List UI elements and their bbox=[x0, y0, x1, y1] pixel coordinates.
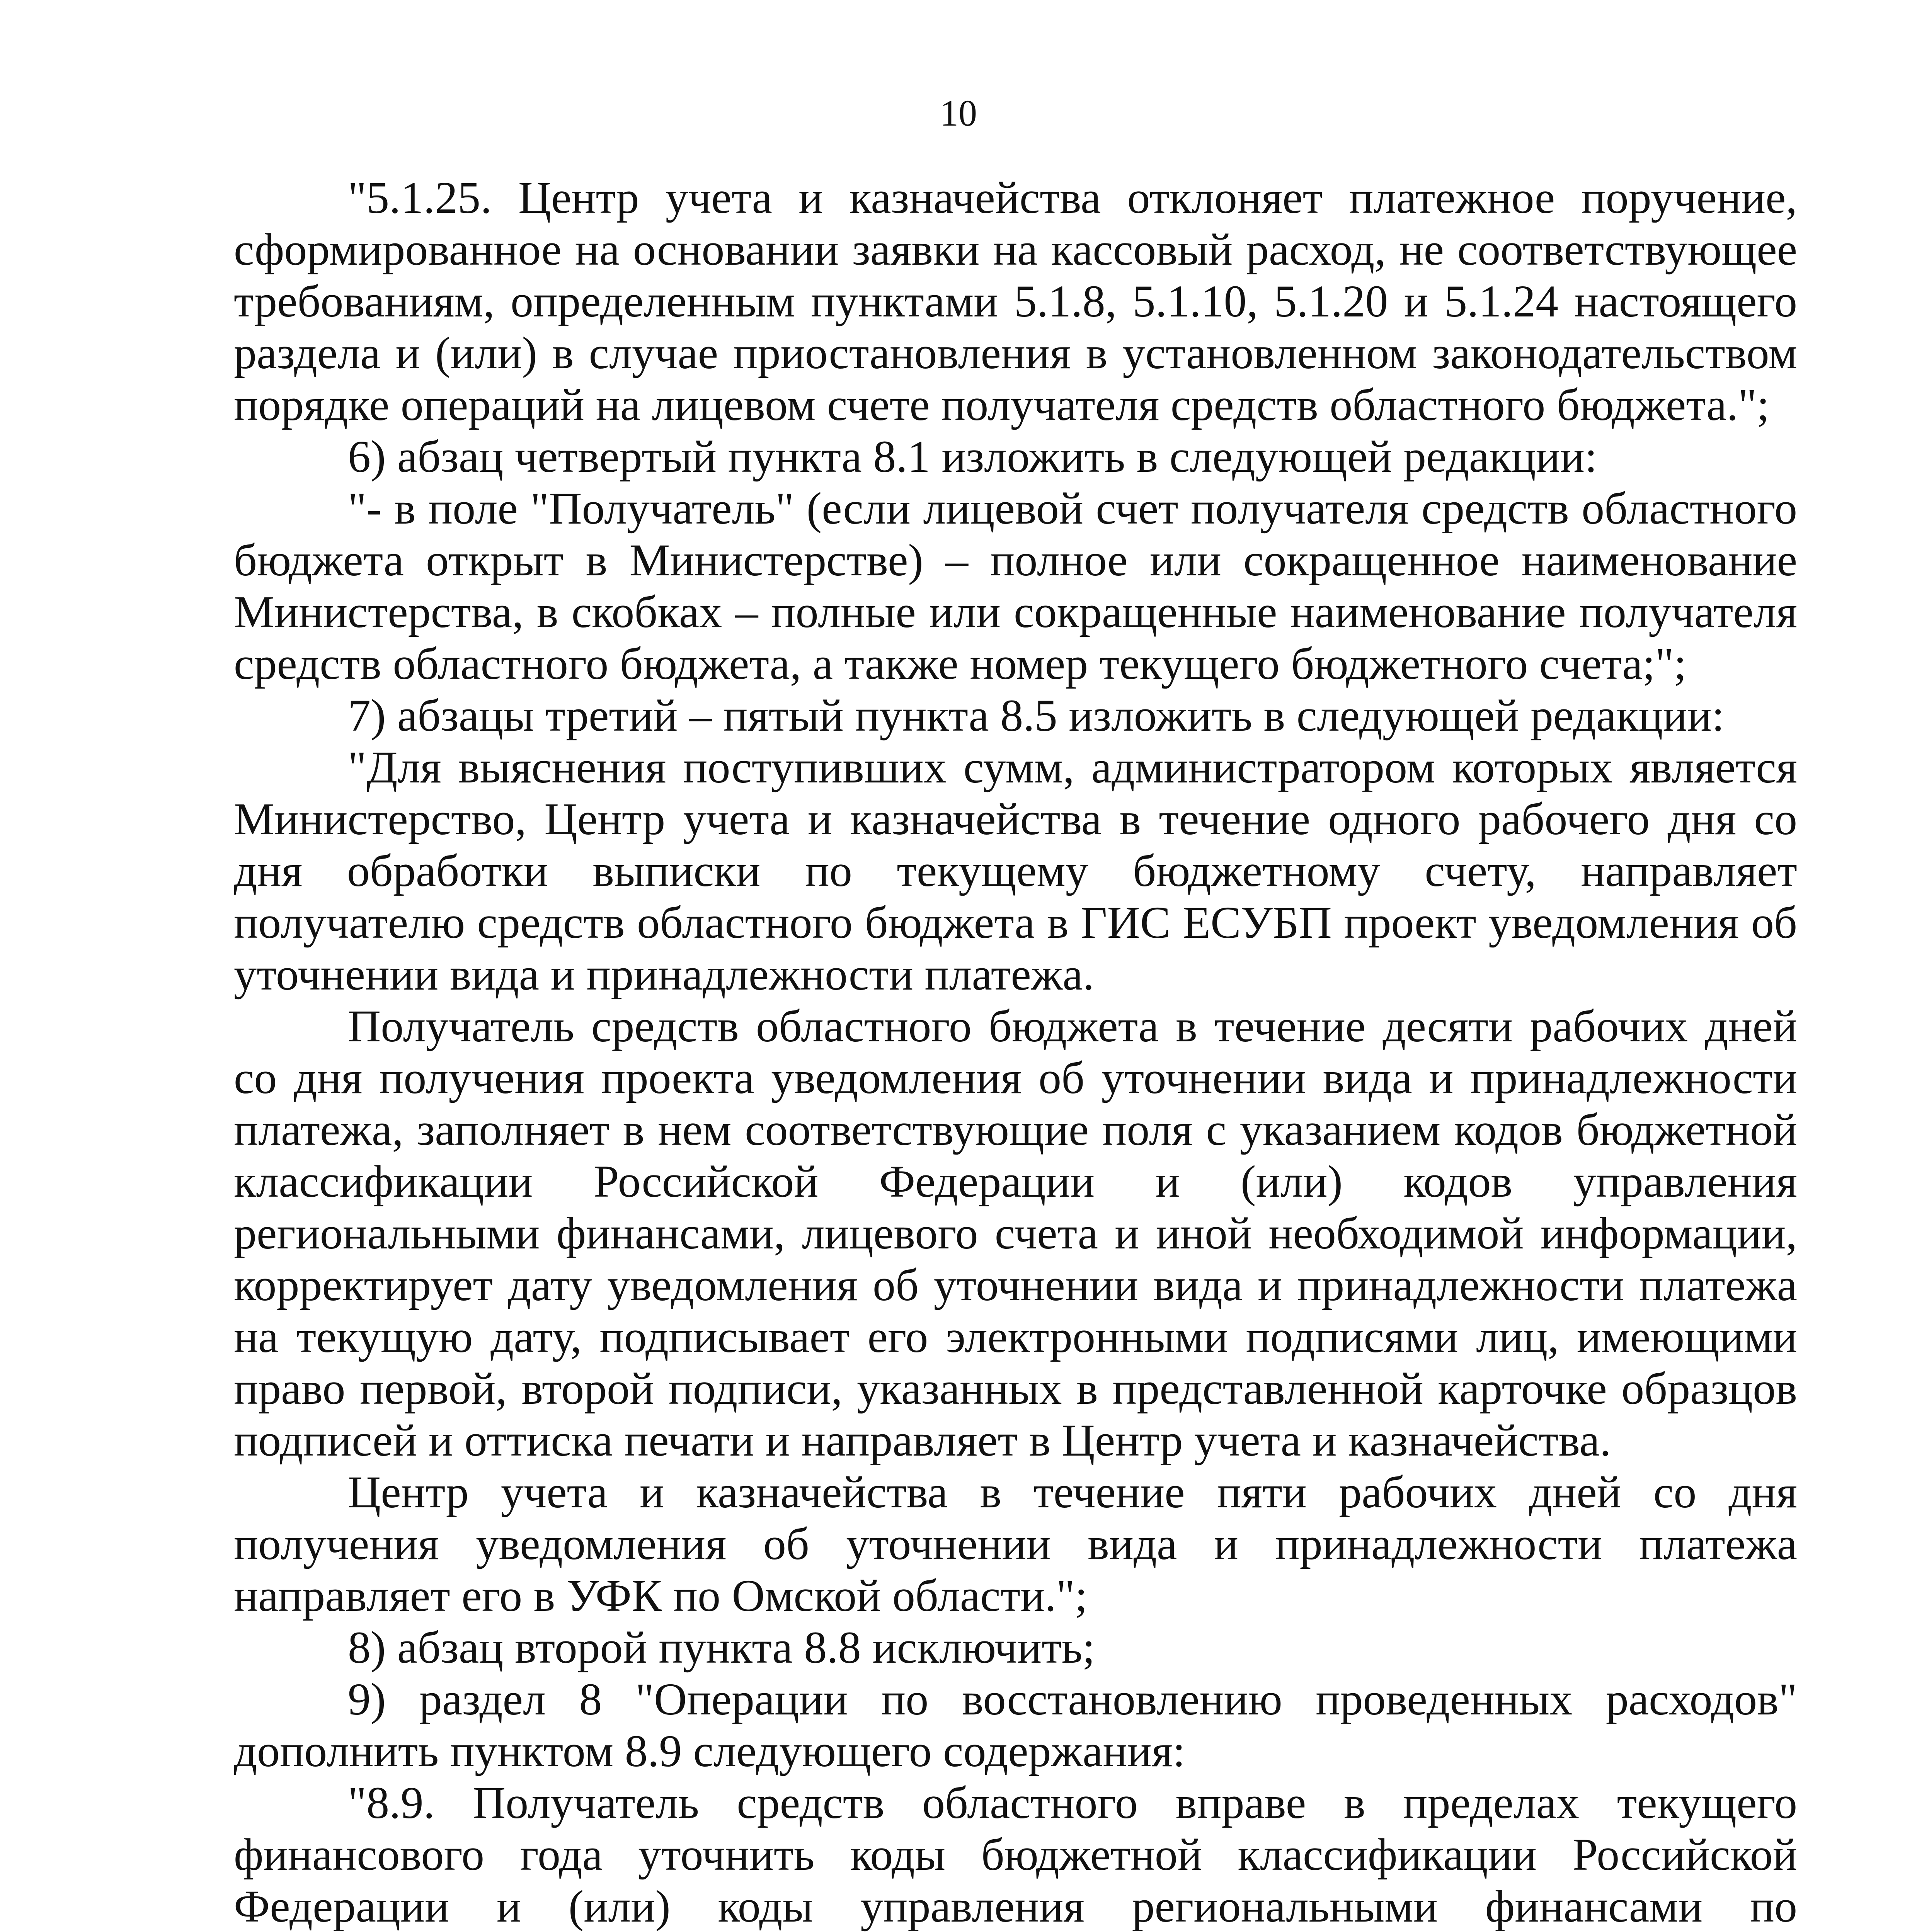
paragraph-recipient-obligations: Получатель средств областного бюджета в течение десяти рабочих дней со дня получения проекта уведомления об уточнении вида и принадлежности платежа, заполняет в нем соответствующие поля с указанием кодов бюджетной классификации Российской Федерации и (или) кодов управления региональными финансами, лицевого счета и иной необходимой информации, корректирует дату уведомления об уточнении вида и принадлежности платежа на текущую дату, подписывает его электронными подписями лиц, имеющими право первой, второй подписи, указанных в представленной карточке образцов подписей и оттиска печати и направляет в Центр учета и казначейства. bbox=[234, 1001, 1797, 1466]
paragraph-5-1-25: "5.1.25. Центр учета и казначейства отклоняет платежное поручение, сформированное на основании заявки на кассовый расход, не соответствующее требованиям, определенным пунктами 5.1.8, 5.1.10, 5.1.20 и 5.1.24 настоящего раздела и (или) в случае приостановления в установленном законодательством порядке операций на лицевом счете получателя средств областного бюджета."; bbox=[234, 172, 1797, 430]
page-number: 10 bbox=[940, 92, 977, 134]
document-body bbox=[234, 172, 1797, 1932]
paragraph-recipient-field: "- в поле "Получатель" (если лицевой счет получателя средств областного бюджета открыт в Министерстве) – полное или сокращенное наименование Министерства, в скобках – полные или сокращенные наименование получателя средств областного бюджета, а также номер текущего бюджетного счета;"; bbox=[234, 483, 1797, 689]
paragraph-item-9: 9) раздел 8 "Операции по восстановлению проведенных расходов" дополнить пунктом 8.9 следующего содержания: bbox=[234, 1674, 1797, 1776]
paragraph-center-sends-ufk: Центр учета и казначейства в течение пяти рабочих дней со дня получения уведомления об уточнении вида и принадлежности платежа направляет его в УФК по Омской области."; bbox=[234, 1467, 1797, 1621]
paragraph-item-7: 7) абзацы третий – пятый пункта 8.5 изложить в следующей редакции: bbox=[348, 690, 1725, 741]
paragraph-8-9: "8.9. Получатель средств областного вправе в пределах текущего финансового года уточнить коды бюджетной классификации Российской Федерации и (или) коды управления региональными финансами по bbox=[234, 1777, 1797, 1932]
paragraph-item-6: 6) абзац четвертый пункта 8.1 изложить в следующей редакции: bbox=[348, 431, 1597, 482]
paragraph-item-8: 8) абзац второй пункта 8.8 исключить; bbox=[348, 1622, 1095, 1673]
paragraph-clarification-receipts: "Для выяснения поступивших сумм, администратором которых является Министерство, Центр учета и казначейства в течение одного рабочего дня со дня обработки выписки по текущему бюджетному счету, направляет получателю средств областного бюджета в ГИС ЕСУБП проект уведомления об уточнении вида и принадлежности платежа. bbox=[234, 742, 1797, 1000]
